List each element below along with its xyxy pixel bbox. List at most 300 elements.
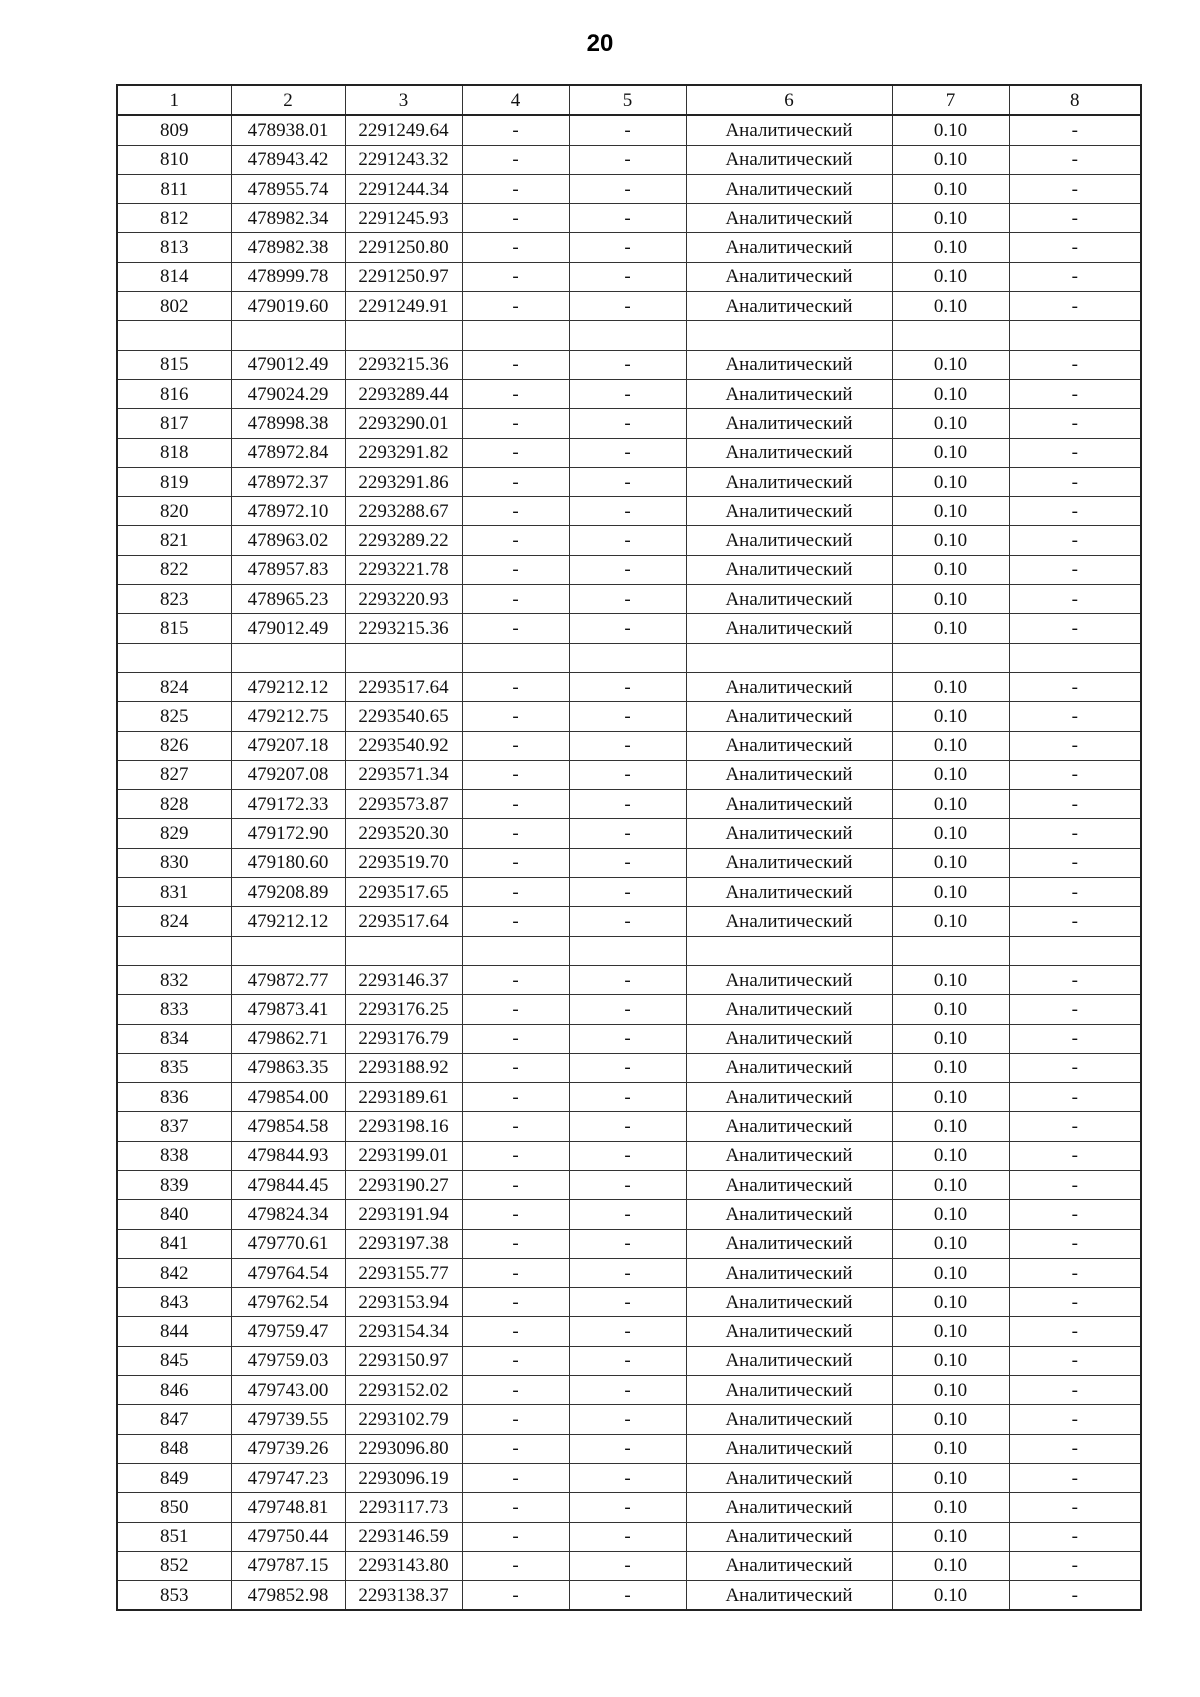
page-number: 20 (586, 30, 614, 57)
col-8-cell: - (1009, 292, 1141, 321)
method-cell: Аналитический (686, 1463, 892, 1492)
col-4-cell: - (462, 907, 569, 936)
y-coordinate-cell (345, 936, 462, 965)
col-5-cell: - (569, 350, 686, 379)
accuracy-cell: 0.10 (892, 174, 1009, 203)
y-coordinate-cell (345, 643, 462, 672)
x-coordinate-cell: 479844.45 (231, 1170, 345, 1199)
method-cell: Аналитический (686, 467, 892, 496)
y-coordinate-cell: 2293517.64 (345, 672, 462, 701)
accuracy-cell: 0.10 (892, 819, 1009, 848)
x-coordinate-cell: 479873.41 (231, 995, 345, 1024)
method-cell: Аналитический (686, 760, 892, 789)
col-8-cell: - (1009, 1434, 1141, 1463)
x-coordinate-cell: 479024.29 (231, 379, 345, 408)
col-8-cell: - (1009, 1493, 1141, 1522)
method-cell: Аналитический (686, 204, 892, 233)
col-5-cell: - (569, 1434, 686, 1463)
table-row (117, 672, 1141, 701)
col-8-cell: - (1009, 350, 1141, 379)
table-row (117, 731, 1141, 760)
col-4-cell: - (462, 467, 569, 496)
col-5-cell: - (569, 1288, 686, 1317)
accuracy-cell (892, 321, 1009, 350)
point-number-cell: 849 (117, 1463, 231, 1492)
method-cell: Аналитический (686, 555, 892, 584)
y-coordinate-cell: 2291249.64 (345, 115, 462, 145)
point-number-cell: 811 (117, 174, 231, 203)
table-row (117, 467, 1141, 496)
point-number-cell: 844 (117, 1317, 231, 1346)
y-coordinate-cell: 2293215.36 (345, 614, 462, 643)
accuracy-cell: 0.10 (892, 1346, 1009, 1375)
col-4-cell: - (462, 848, 569, 877)
method-cell: Аналитический (686, 731, 892, 760)
point-number-cell: 822 (117, 555, 231, 584)
col-8-cell: - (1009, 672, 1141, 701)
method-cell (686, 643, 892, 672)
point-number-cell: 836 (117, 1083, 231, 1112)
column-header-8: 8 (1009, 85, 1141, 115)
table-row (117, 965, 1141, 994)
col-5-cell (569, 321, 686, 350)
table-row (117, 204, 1141, 233)
col-4-cell: - (462, 1083, 569, 1112)
col-4-cell: - (462, 1229, 569, 1258)
method-cell: Аналитический (686, 1317, 892, 1346)
col-8-cell: - (1009, 1288, 1141, 1317)
method-cell: Аналитический (686, 379, 892, 408)
col-5-cell: - (569, 702, 686, 731)
y-coordinate-cell: 2293146.37 (345, 965, 462, 994)
point-number-cell: 834 (117, 1024, 231, 1053)
x-coordinate-cell: 478982.38 (231, 233, 345, 262)
method-cell: Аналитический (686, 848, 892, 877)
col-5-cell: - (569, 409, 686, 438)
point-number-cell (117, 936, 231, 965)
col-4-cell: - (462, 555, 569, 584)
point-number-cell: 815 (117, 350, 231, 379)
col-8-cell: - (1009, 115, 1141, 145)
point-number-cell (117, 643, 231, 672)
point-number-cell: 838 (117, 1141, 231, 1170)
x-coordinate-cell: 479759.47 (231, 1317, 345, 1346)
table-row (117, 907, 1141, 936)
col-5-cell: - (569, 672, 686, 701)
col-5-cell: - (569, 379, 686, 408)
col-8-cell: - (1009, 1581, 1141, 1611)
x-coordinate-cell: 479770.61 (231, 1229, 345, 1258)
y-coordinate-cell: 2293197.38 (345, 1229, 462, 1258)
col-8-cell: - (1009, 995, 1141, 1024)
col-4-cell: - (462, 790, 569, 819)
col-5-cell: - (569, 1258, 686, 1287)
table-row (117, 292, 1141, 321)
method-cell: Аналитический (686, 672, 892, 701)
column-header-2: 2 (231, 85, 345, 115)
col-8-cell: - (1009, 1083, 1141, 1112)
method-cell: Аналитический (686, 1141, 892, 1170)
point-number-cell: 833 (117, 995, 231, 1024)
y-coordinate-cell: 2293143.80 (345, 1551, 462, 1580)
table-row (117, 1376, 1141, 1405)
point-number-cell: 831 (117, 878, 231, 907)
col-4-cell: - (462, 350, 569, 379)
point-number-cell: 853 (117, 1581, 231, 1611)
col-4-cell: - (462, 115, 569, 145)
col-8-cell: - (1009, 848, 1141, 877)
accuracy-cell: 0.10 (892, 1581, 1009, 1611)
accuracy-cell: 0.10 (892, 1200, 1009, 1229)
table-row (117, 878, 1141, 907)
accuracy-cell: 0.10 (892, 1083, 1009, 1112)
col-5-cell: - (569, 878, 686, 907)
accuracy-cell: 0.10 (892, 1405, 1009, 1434)
point-number-cell: 851 (117, 1522, 231, 1551)
y-coordinate-cell: 2293519.70 (345, 848, 462, 877)
accuracy-cell: 0.10 (892, 614, 1009, 643)
table-row (117, 1551, 1141, 1580)
col-4-cell: - (462, 1376, 569, 1405)
col-4-cell: - (462, 1024, 569, 1053)
method-cell: Аналитический (686, 995, 892, 1024)
method-cell: Аналитический (686, 1288, 892, 1317)
table-row (117, 115, 1141, 145)
point-number-cell: 818 (117, 438, 231, 467)
col-8-cell: - (1009, 614, 1141, 643)
method-cell: Аналитический (686, 790, 892, 819)
col-5-cell: - (569, 995, 686, 1024)
col-5-cell: - (569, 1376, 686, 1405)
y-coordinate-cell: 2293571.34 (345, 760, 462, 789)
col-8-cell: - (1009, 907, 1141, 936)
point-number-cell: 847 (117, 1405, 231, 1434)
x-coordinate-cell (231, 643, 345, 672)
col-5-cell: - (569, 174, 686, 203)
col-8-cell: - (1009, 1522, 1141, 1551)
accuracy-cell: 0.10 (892, 1317, 1009, 1346)
point-number-cell: 852 (117, 1551, 231, 1580)
x-coordinate-cell: 479212.12 (231, 907, 345, 936)
y-coordinate-cell: 2293289.22 (345, 526, 462, 555)
method-cell: Аналитический (686, 438, 892, 467)
x-coordinate-cell: 478998.38 (231, 409, 345, 438)
col-4-cell: - (462, 585, 569, 614)
col-8-cell: - (1009, 497, 1141, 526)
col-4-cell: - (462, 292, 569, 321)
col-8-cell (1009, 643, 1141, 672)
method-cell (686, 321, 892, 350)
col-8-cell: - (1009, 702, 1141, 731)
column-header-1: 1 (117, 85, 231, 115)
accuracy-cell: 0.10 (892, 1053, 1009, 1082)
col-4-cell: - (462, 409, 569, 438)
table-row (117, 409, 1141, 438)
x-coordinate-cell: 478938.01 (231, 115, 345, 145)
table-row (117, 1405, 1141, 1434)
col-8-cell: - (1009, 1200, 1141, 1229)
table-row (117, 819, 1141, 848)
separator-row (117, 643, 1141, 672)
point-number-cell: 824 (117, 672, 231, 701)
table-row (117, 1434, 1141, 1463)
table-row (117, 1522, 1141, 1551)
method-cell: Аналитический (686, 1522, 892, 1551)
method-cell: Аналитический (686, 1200, 892, 1229)
x-coordinate-cell: 479748.81 (231, 1493, 345, 1522)
x-coordinate-cell: 478999.78 (231, 262, 345, 291)
point-number-cell: 843 (117, 1288, 231, 1317)
separator-row (117, 936, 1141, 965)
col-8-cell: - (1009, 1141, 1141, 1170)
x-coordinate-cell: 479012.49 (231, 350, 345, 379)
y-coordinate-cell: 2293189.61 (345, 1083, 462, 1112)
column-header-5: 5 (569, 85, 686, 115)
y-coordinate-cell: 2293102.79 (345, 1405, 462, 1434)
method-cell: Аналитический (686, 1434, 892, 1463)
x-coordinate-cell: 479862.71 (231, 1024, 345, 1053)
col-8-cell: - (1009, 1024, 1141, 1053)
table-row (117, 995, 1141, 1024)
point-number-cell: 812 (117, 204, 231, 233)
col-8-cell: - (1009, 145, 1141, 174)
point-number-cell: 827 (117, 760, 231, 789)
y-coordinate-cell: 2293176.25 (345, 995, 462, 1024)
method-cell: Аналитический (686, 1376, 892, 1405)
accuracy-cell: 0.10 (892, 292, 1009, 321)
table-row (117, 145, 1141, 174)
col-8-cell: - (1009, 204, 1141, 233)
point-number-cell: 828 (117, 790, 231, 819)
x-coordinate-cell: 479747.23 (231, 1463, 345, 1492)
accuracy-cell: 0.10 (892, 585, 1009, 614)
accuracy-cell: 0.10 (892, 409, 1009, 438)
method-cell: Аналитический (686, 262, 892, 291)
col-5-cell: - (569, 233, 686, 262)
col-8-cell: - (1009, 1112, 1141, 1141)
col-8-cell: - (1009, 1405, 1141, 1434)
table-row (117, 497, 1141, 526)
accuracy-cell: 0.10 (892, 907, 1009, 936)
col-4-cell (462, 321, 569, 350)
accuracy-cell: 0.10 (892, 1170, 1009, 1199)
col-5-cell: - (569, 1083, 686, 1112)
point-number-cell: 813 (117, 233, 231, 262)
y-coordinate-cell: 2293289.44 (345, 379, 462, 408)
accuracy-cell: 0.10 (892, 1493, 1009, 1522)
x-coordinate-cell: 479207.08 (231, 760, 345, 789)
col-5-cell: - (569, 526, 686, 555)
accuracy-cell: 0.10 (892, 760, 1009, 789)
col-5-cell: - (569, 907, 686, 936)
x-coordinate-cell: 479207.18 (231, 731, 345, 760)
col-4-cell: - (462, 1317, 569, 1346)
col-5-cell: - (569, 1493, 686, 1522)
x-coordinate-cell: 479019.60 (231, 292, 345, 321)
accuracy-cell (892, 936, 1009, 965)
accuracy-cell: 0.10 (892, 1434, 1009, 1463)
accuracy-cell: 0.10 (892, 878, 1009, 907)
col-8-cell (1009, 936, 1141, 965)
col-4-cell: - (462, 878, 569, 907)
y-coordinate-cell: 2293152.02 (345, 1376, 462, 1405)
col-8-cell: - (1009, 1463, 1141, 1492)
col-8-cell: - (1009, 409, 1141, 438)
point-number-cell: 845 (117, 1346, 231, 1375)
accuracy-cell: 0.10 (892, 995, 1009, 1024)
table-row (117, 760, 1141, 789)
col-5-cell: - (569, 1024, 686, 1053)
col-8-cell: - (1009, 1551, 1141, 1580)
table-row (117, 614, 1141, 643)
col-5-cell: - (569, 467, 686, 496)
col-4-cell: - (462, 204, 569, 233)
col-5-cell: - (569, 819, 686, 848)
point-number-cell: 824 (117, 907, 231, 936)
x-coordinate-cell: 478972.37 (231, 467, 345, 496)
y-coordinate-cell: 2293199.01 (345, 1141, 462, 1170)
col-8-cell: - (1009, 379, 1141, 408)
point-number-cell: 809 (117, 115, 231, 145)
table-body (117, 85, 1141, 1610)
method-cell: Аналитический (686, 1112, 892, 1141)
col-4-cell: - (462, 1493, 569, 1522)
y-coordinate-cell: 2293517.65 (345, 878, 462, 907)
x-coordinate-cell: 478943.42 (231, 145, 345, 174)
table-row (117, 262, 1141, 291)
point-number-cell: 815 (117, 614, 231, 643)
col-5-cell: - (569, 497, 686, 526)
table-row (117, 1581, 1141, 1611)
point-number-cell: 837 (117, 1112, 231, 1141)
point-number-cell: 830 (117, 848, 231, 877)
col-5-cell: - (569, 115, 686, 145)
col-4-cell: - (462, 731, 569, 760)
col-8-cell: - (1009, 819, 1141, 848)
y-coordinate-cell: 2291244.34 (345, 174, 462, 203)
col-4-cell: - (462, 1434, 569, 1463)
separator-row (117, 321, 1141, 350)
col-5-cell: - (569, 204, 686, 233)
col-4-cell: - (462, 995, 569, 1024)
table-row (117, 1141, 1141, 1170)
col-8-cell: - (1009, 467, 1141, 496)
col-4-cell: - (462, 1405, 569, 1434)
table-row (117, 526, 1141, 555)
method-cell: Аналитический (686, 1024, 892, 1053)
accuracy-cell: 0.10 (892, 731, 1009, 760)
method-cell: Аналитический (686, 1229, 892, 1258)
table-row (117, 585, 1141, 614)
accuracy-cell: 0.10 (892, 848, 1009, 877)
method-cell: Аналитический (686, 878, 892, 907)
method-cell: Аналитический (686, 907, 892, 936)
method-cell: Аналитический (686, 1053, 892, 1082)
method-cell: Аналитический (686, 702, 892, 731)
col-5-cell: - (569, 731, 686, 760)
table-row (117, 350, 1141, 379)
y-coordinate-cell: 2291250.97 (345, 262, 462, 291)
column-header-7: 7 (892, 85, 1009, 115)
point-number-cell: 839 (117, 1170, 231, 1199)
accuracy-cell: 0.10 (892, 467, 1009, 496)
y-coordinate-cell: 2291250.80 (345, 233, 462, 262)
method-cell: Аналитический (686, 1405, 892, 1434)
accuracy-cell: 0.10 (892, 1376, 1009, 1405)
x-coordinate-cell: 479824.34 (231, 1200, 345, 1229)
table-row (117, 1493, 1141, 1522)
col-5-cell: - (569, 1522, 686, 1551)
x-coordinate-cell: 479854.00 (231, 1083, 345, 1112)
col-5-cell: - (569, 1551, 686, 1580)
point-number-cell: 823 (117, 585, 231, 614)
table-row (117, 1317, 1141, 1346)
col-4-cell: - (462, 438, 569, 467)
accuracy-cell: 0.10 (892, 145, 1009, 174)
col-4-cell: - (462, 1551, 569, 1580)
col-8-cell: - (1009, 1376, 1141, 1405)
col-5-cell: - (569, 1317, 686, 1346)
col-5-cell: - (569, 1581, 686, 1611)
col-8-cell: - (1009, 526, 1141, 555)
accuracy-cell: 0.10 (892, 497, 1009, 526)
y-coordinate-cell: 2293221.78 (345, 555, 462, 584)
col-5-cell: - (569, 1053, 686, 1082)
x-coordinate-cell: 479739.55 (231, 1405, 345, 1434)
col-4-cell: - (462, 174, 569, 203)
col-4-cell: - (462, 1200, 569, 1229)
accuracy-cell: 0.10 (892, 350, 1009, 379)
accuracy-cell: 0.10 (892, 555, 1009, 584)
y-coordinate-cell: 2293540.92 (345, 731, 462, 760)
point-number-cell: 821 (117, 526, 231, 555)
col-4-cell: - (462, 262, 569, 291)
col-4-cell: - (462, 1141, 569, 1170)
accuracy-cell: 0.10 (892, 526, 1009, 555)
col-5-cell: - (569, 614, 686, 643)
col-5-cell (569, 936, 686, 965)
accuracy-cell: 0.10 (892, 1024, 1009, 1053)
x-coordinate-cell: 479208.89 (231, 878, 345, 907)
point-number-cell: 814 (117, 262, 231, 291)
accuracy-cell: 0.10 (892, 702, 1009, 731)
table-row (117, 174, 1141, 203)
point-number-cell (117, 321, 231, 350)
table-row (117, 848, 1141, 877)
point-number-cell: 819 (117, 467, 231, 496)
x-coordinate-cell: 478963.02 (231, 526, 345, 555)
y-coordinate-cell: 2293188.92 (345, 1053, 462, 1082)
y-coordinate-cell: 2293096.19 (345, 1463, 462, 1492)
col-4-cell: - (462, 233, 569, 262)
method-cell: Аналитический (686, 1083, 892, 1112)
col-4-cell: - (462, 760, 569, 789)
accuracy-cell: 0.10 (892, 1112, 1009, 1141)
method-cell: Аналитический (686, 409, 892, 438)
method-cell: Аналитический (686, 1346, 892, 1375)
accuracy-cell: 0.10 (892, 1463, 1009, 1492)
y-coordinate-cell: 2293215.36 (345, 350, 462, 379)
col-8-cell: - (1009, 878, 1141, 907)
y-coordinate-cell: 2293517.64 (345, 907, 462, 936)
col-8-cell: - (1009, 790, 1141, 819)
point-number-cell: 840 (117, 1200, 231, 1229)
col-5-cell: - (569, 965, 686, 994)
col-4-cell: - (462, 1522, 569, 1551)
col-8-cell: - (1009, 1229, 1141, 1258)
col-4-cell: - (462, 819, 569, 848)
accuracy-cell: 0.10 (892, 204, 1009, 233)
